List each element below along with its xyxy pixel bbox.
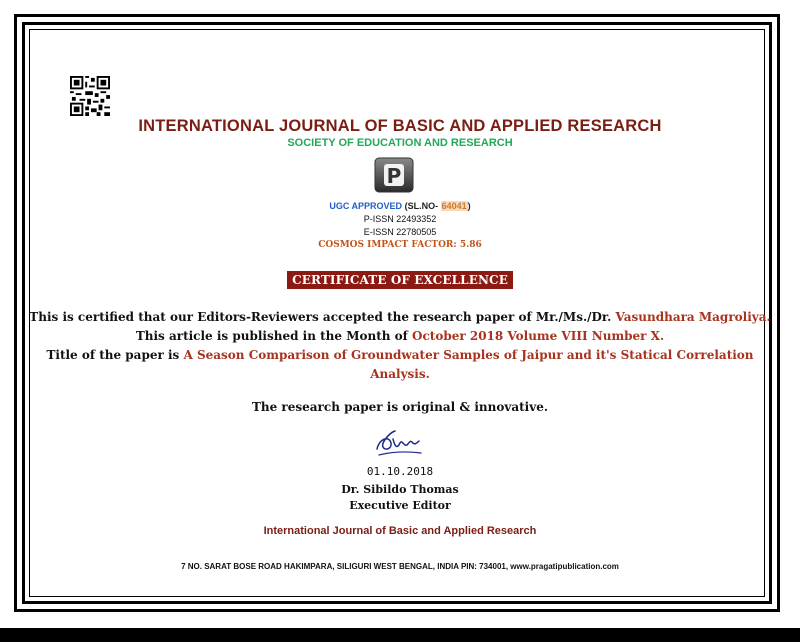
ugc-slno-value: 64041 <box>441 201 467 211</box>
society-name: SOCIETY OF EDUCATION AND RESEARCH <box>287 137 513 149</box>
paper-title-continued <box>0 366 800 382</box>
author-name: Vasundhara Magroliya. <box>615 310 771 324</box>
signer-role: Executive Editor <box>349 499 451 512</box>
journal-logo <box>374 157 414 193</box>
print-issn: P-ISSN 22493352 <box>363 214 437 224</box>
ugc-label: UGC APPROVED <box>329 201 403 211</box>
publication-line <box>0 328 800 344</box>
signature-icon <box>369 425 429 463</box>
issue-details: October 2018 Volume VIII Number X. <box>412 329 665 343</box>
impact-factor: COSMOS IMPACT FACTOR: 5.86 <box>318 240 482 250</box>
certification-line <box>0 309 800 325</box>
qr-code-icon <box>70 76 110 116</box>
certificate-heading: CERTIFICATE OF EXCELLENCE <box>287 271 513 289</box>
paper-title: A Season Comparison of Groundwater Samples of Jaipur and it's Statical Correlation <box>183 348 754 362</box>
certification-text: This is certified that our Editors-Reviewers accepted the research paper of Mr./Ms./Dr. <box>29 310 612 324</box>
logo-letter: P <box>386 164 402 188</box>
publisher-address: 7 NO. SARAT BOSE ROAD HAKIMPARA, SILIGURI WEST BENGAL, INDIA PIN: 734001, www.pragatipublication.com <box>181 562 619 571</box>
ugc-slno-prefix: (SL.NO- <box>404 201 439 211</box>
signature-date: 01.10.2018 <box>366 465 434 478</box>
ugc-approval <box>0 201 800 211</box>
logo-icon <box>374 157 414 193</box>
electronic-issn: E-ISSN 22780505 <box>363 227 437 237</box>
ugc-slno-suffix: ) <box>467 201 471 211</box>
publication-text: This article is published in the Month of <box>135 329 408 343</box>
certificate-heading-wrap <box>0 271 800 289</box>
originality-statement: The research paper is original & innovative. <box>251 400 549 414</box>
paper-title-line <box>0 347 800 363</box>
journal-title: INTERNATIONAL JOURNAL OF BASIC AND APPLIED RESEARCH <box>138 117 662 135</box>
signer-name: Dr. Sibildo Thomas <box>341 483 459 496</box>
footer-journal-name: International Journal of Basic and Applied Research <box>263 525 537 537</box>
paper-title-label: Title of the paper is <box>46 348 180 362</box>
paper-title-end: Analysis. <box>370 367 430 381</box>
